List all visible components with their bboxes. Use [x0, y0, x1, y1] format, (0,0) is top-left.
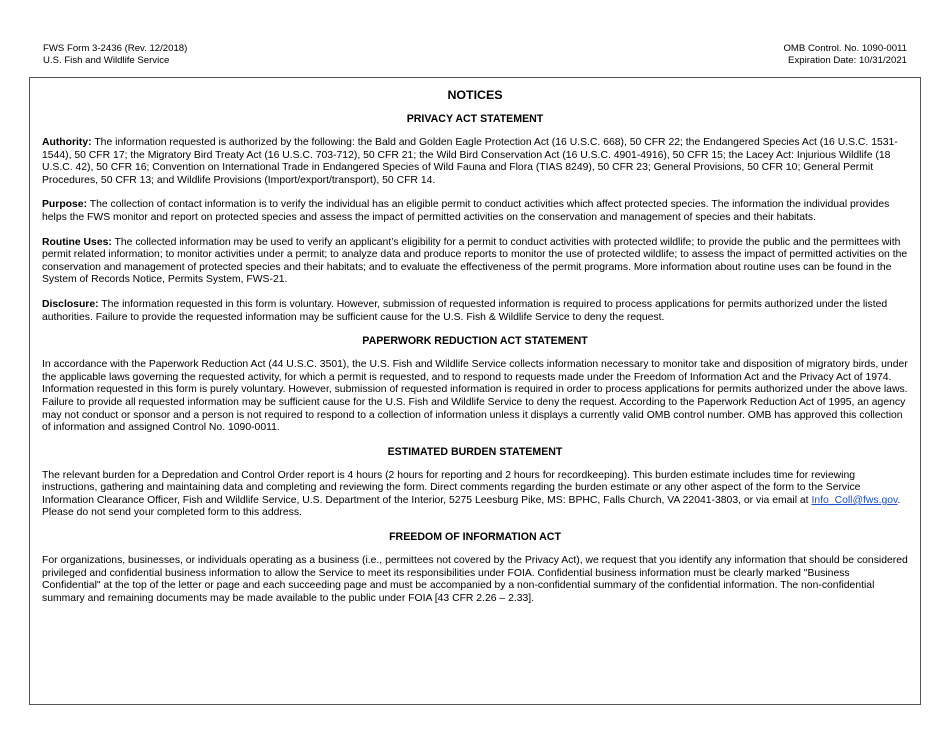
- expiration-date: Expiration Date: 10/31/2021: [788, 54, 907, 66]
- burden-text-after: . Please do not send your completed form to this address.: [42, 494, 901, 519]
- page-title: NOTICES: [447, 88, 503, 102]
- foia-heading: FREEDOM OF INFORMATION ACT: [389, 531, 561, 544]
- routine-uses-text: The collected information may be used to verify an applicant’s eligibility for a permit to conduct activities with protected wildlife; to provide the public and the permittees with permit related information; to monitor activities under a permit; to analyze data and produce reports to monitor the use of protected wildlife; to assess the impact of permitted activities on the conservation and management of protected species and their habitats; and to evaluate the effectiveness of the permit programs. More information about routine uses can be found in the System of Records Notice, Permits System, FWS-21.: [42, 236, 908, 286]
- burden-heading: ESTIMATED BURDEN STATEMENT: [387, 445, 563, 458]
- routine-uses-label: Routine Uses:: [42, 236, 112, 248]
- disclosure-text: The information requested in this form is voluntary. However, submission of requested information is required to process applications for permits authorized under the listed authorities. Failure to provide the requested information may be sufficient cause for the U.S. Fish & Wildlife Service to deny the request.: [42, 298, 888, 323]
- form-header-left: [43, 43, 187, 66]
- purpose-label: Purpose:: [42, 199, 88, 211]
- form-id: FWS Form 3-2436 (Rev. 12/2018): [43, 43, 188, 54]
- paperwork-text: In accordance with the Paperwork Reduction Act (44 U.S.C. 3501), the U.S. Fish and Wildlife Service collects information necessary to monitor take and disposition of migratory birds, under the applicable laws governing the requested activity, for which a permit is requested, and to respond to requests made under the Freedom of Information Act and the Privacy Act of 1974. Information requested in this form is purely voluntary. However, submission of requested information is required in order to process applications for permits authorized under the above laws. Failure to provide all requested information may be sufficient cause for the U.S. Fish and Wildlife Service to deny the request. According to the Paperwork Reduction Act of 1995, an agency may not conduct or sponsor and a person is not required to respond to a collection of information unless it displays a currently valid OMB control number. OMB has approved this collection of information and assigned Control No. 1090-0011.: [42, 359, 908, 434]
- agency-name: U.S. Fish and Wildlife Service: [43, 54, 170, 66]
- paperwork-heading: PAPERWORK REDUCTION ACT STATEMENT: [362, 335, 588, 348]
- email-link[interactable]: Info_Coll@fws.gov: [811, 494, 898, 506]
- routine-uses-paragraph: [42, 237, 908, 287]
- burden-paragraph: [42, 470, 908, 520]
- form-header-right: [783, 43, 907, 66]
- authority-text: The information requested is authorized by the following: the Bald and Golden Eagle Protection Act (16 U.S.C. 668), 50 CFR 22; the Endangered Species Act (16 U.S.C. 1531-1544), 50 CFR 17; the Migratory Bird Treaty Act (16 U.S.C. 703-712), 50 CFR 21; the Wild Bird Conservation Act (16 U.S.C. 4901-4916), 50 CFR 15; the Lacey Act: Injurious Wildlife (18 U.S.C. 42), 50 CFR 16; Convention on International Trade in Endangered Species of Wild Fauna and Flora (TIAS 8249), 50 CFR 23; General Provisions, 50 CFR 10; General Permit Procedures, 50 CFR 13; and Wildlife Provisions (Import/export/transport), 50 CFR 14.: [42, 137, 898, 186]
- foia-text: For organizations, businesses, or individuals operating as a business (i.e., permittees not covered by the Privacy Act), we request that you identify any information that should be considered privileged and confidential business information to allow the Service to meet its responsibilities under FOIA. Confidential business information must be clearly marked "Business Confidential" at the top of the letter or page and each succeeding page and must be accompanied by a non-confidential summary of the confidential information. The non-confidential summary and remaining documents may be made available to the public under FOIA [43 CFR 2.26 – 2.33].: [42, 555, 908, 604]
- authority-label: Authority:: [42, 137, 92, 148]
- privacy-heading: PRIVACY ACT STATEMENT: [406, 113, 544, 125]
- authority-paragraph: [42, 137, 908, 187]
- disclosure-label: Disclosure:: [42, 298, 99, 310]
- notice-content: [42, 88, 908, 605]
- burden-text: The relevant burden for a Depredation and Control Order report is 4 hours (2 hours for reporting and 2 hours for recordkeeping). This burden estimate includes time for reviewing instructions, gathering and maintaining data and completing and reviewing the form. Direct comments regarding the burden estimate or any other aspect of the form to the Service Information Clearance Officer, Fish and Wildlife Service, U.S. Department of the Interior, 5275 Leesburg Pike, MS: BPHC, Falls Church, VA 22041-3803, or via email at: [42, 469, 861, 506]
- purpose-text: The collection of contact information is to verify the individual has an eligible permit to conduct activities which affect protected species. The information the individual provides helps the FWS monitor and report on protected species and assess the impact of permitted activities on the conservation and management of species and their habitats.: [42, 199, 890, 223]
- purpose-paragraph: [42, 199, 908, 224]
- disclosure-paragraph: [42, 299, 908, 324]
- omb-control-number: OMB Control. No. 1090-0011: [783, 43, 907, 54]
